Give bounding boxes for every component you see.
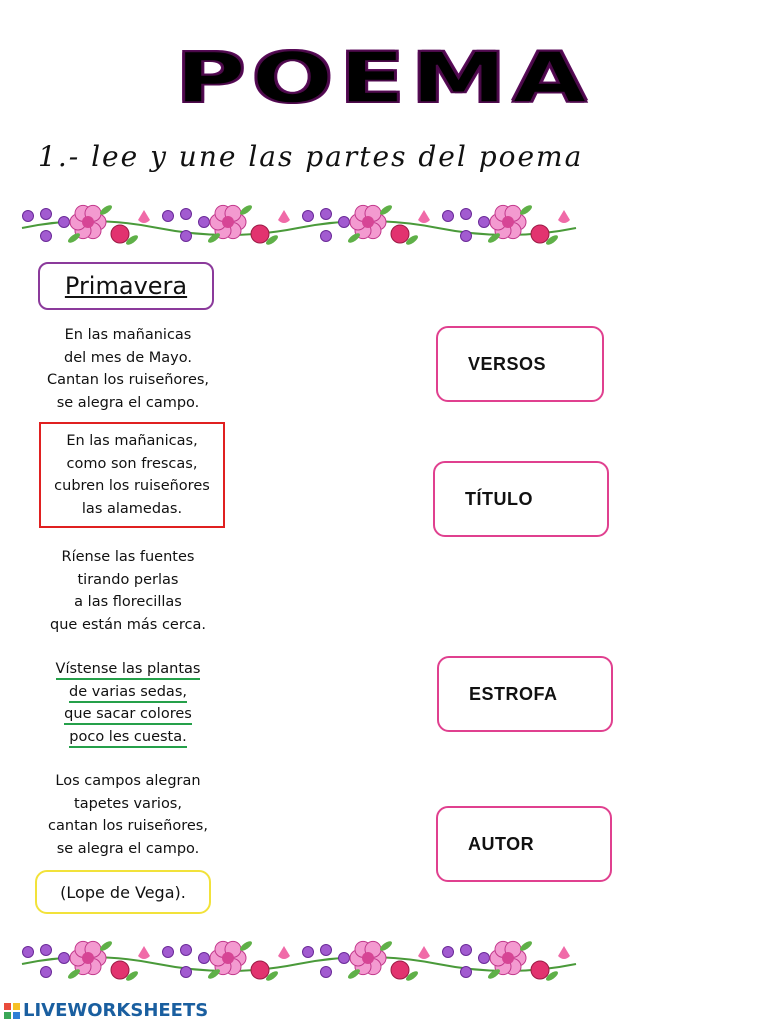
verse-line: de varias sedas, bbox=[69, 684, 187, 703]
stanza-4-underlined bbox=[28, 658, 228, 748]
stanza-1 bbox=[28, 324, 228, 414]
instruction-text: 1.- lee y une las partes del poema bbox=[38, 140, 584, 173]
stanza-2-highlighted bbox=[39, 422, 225, 528]
verse-line: se alegra el campo. bbox=[56, 394, 200, 411]
verse-line: del mes de Mayo. bbox=[64, 349, 192, 366]
answer-label: ESTROFA bbox=[469, 683, 558, 704]
answer-label: TÍTULO bbox=[465, 488, 533, 509]
verse-line: En las mañanicas, bbox=[66, 433, 198, 449]
verse-line: a las florecillas bbox=[74, 594, 182, 610]
poem-author: (Lope de Vega). bbox=[60, 882, 186, 902]
verse-line: tirando perlas bbox=[77, 571, 179, 588]
answer-label: AUTOR bbox=[468, 833, 535, 854]
flower-border-icon bbox=[22, 204, 576, 247]
answer-label: VERSOS bbox=[468, 353, 547, 374]
answer-box-versos[interactable] bbox=[436, 326, 604, 402]
poem-title: Primavera bbox=[64, 272, 188, 300]
verse-line: Cantan los ruiseñores, bbox=[46, 372, 210, 388]
verse-line: poco les cuesta. bbox=[69, 729, 186, 748]
answer-box-titulo[interactable] bbox=[433, 461, 609, 537]
stanza-5 bbox=[28, 770, 228, 860]
footer-brand[interactable] bbox=[4, 1000, 208, 1021]
answer-box-autor[interactable] bbox=[436, 806, 612, 882]
verse-line: que están más cerca. bbox=[50, 616, 206, 633]
verse-line: como son frescas, bbox=[66, 455, 198, 472]
verse-line: Ríense las fuentes bbox=[61, 549, 195, 565]
page-title: POEMA bbox=[0, 38, 768, 119]
verse-line: que sacar colores bbox=[64, 706, 192, 725]
verse-line: Los campos alegran bbox=[55, 773, 201, 789]
poem-title-box bbox=[38, 262, 214, 310]
author-box bbox=[35, 870, 211, 914]
verse-line: las alamedas. bbox=[81, 500, 183, 517]
flower-border-top bbox=[18, 200, 580, 250]
flower-border-bottom bbox=[18, 936, 580, 986]
liveworksheets-logo-icon bbox=[4, 1003, 20, 1019]
stanza-3 bbox=[28, 546, 228, 636]
answer-box-estrofa[interactable] bbox=[437, 656, 613, 732]
verse-line: cantan los ruiseñores, bbox=[48, 818, 208, 834]
flower-border-icon bbox=[22, 940, 576, 983]
verse-line: Vístense las plantas bbox=[56, 661, 201, 680]
footer-brand-text: LIVEWORKSHEETS bbox=[23, 1000, 209, 1021]
verse-line: cubren los ruiseñores bbox=[54, 478, 210, 494]
verse-line: tapetes varios, bbox=[74, 795, 182, 812]
verse-line: En las mañanicas bbox=[64, 327, 192, 343]
verse-line: se alegra el campo. bbox=[56, 840, 200, 857]
